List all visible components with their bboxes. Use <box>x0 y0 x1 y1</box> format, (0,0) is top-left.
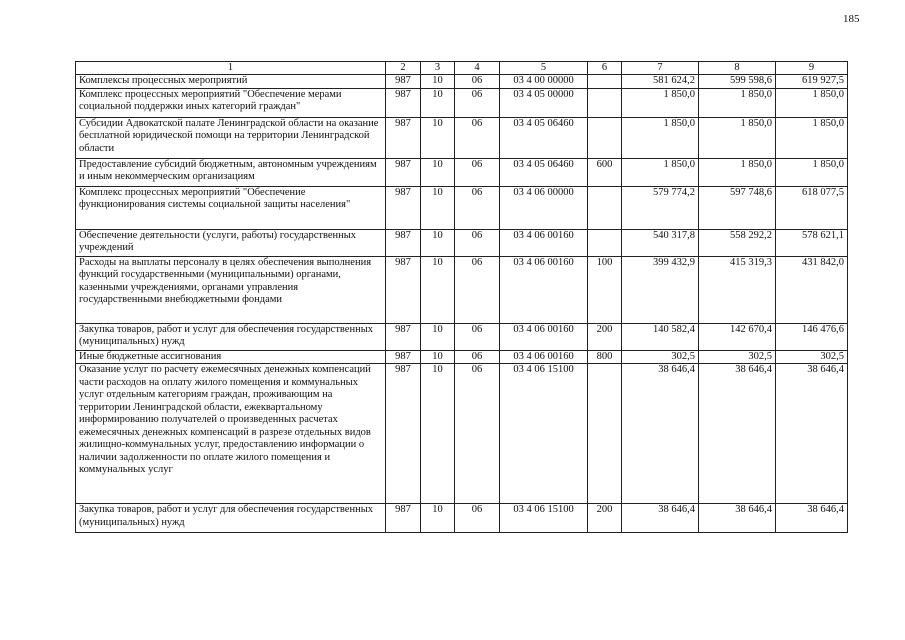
cell-subsection: 06 <box>455 504 500 533</box>
cell-ministry-code: 987 <box>386 504 421 533</box>
cell-target-article: 03 4 05 06460 <box>500 158 588 186</box>
row-name: Расходы на выплаты персоналу в целях обеспечения выполнения функций государственными (муниципальными) органами, казенными учреждениями, органами управления государственными внебюджетными фондами <box>76 256 386 323</box>
table-row <box>76 158 848 186</box>
cell-target-article: 03 4 05 00000 <box>500 88 588 117</box>
cell-target-article: 03 4 05 06460 <box>500 117 588 158</box>
row-name: Субсидии Адвокатской палате Ленинградской области на оказание бесплатной юридической помощи на территории Ленинградской области <box>76 117 386 158</box>
cell-target-article: 03 4 06 00160 <box>500 229 588 256</box>
cell-amount-col7: 302,5 <box>622 350 699 364</box>
cell-ministry-code: 987 <box>386 364 421 504</box>
cell-ministry-code: 987 <box>386 117 421 158</box>
row-name: Комплекс процессных мероприятий "Обеспечение мерами социальной поддержки иных категорий граждан" <box>76 88 386 117</box>
cell-expense-type <box>588 229 622 256</box>
column-header: 1 <box>76 62 386 75</box>
row-name: Закупка товаров, работ и услуг для обеспечения государственных (муниципальных) нужд <box>76 504 386 533</box>
cell-section: 10 <box>421 229 455 256</box>
cell-amount-col8: 1 850,0 <box>699 117 776 158</box>
cell-expense-type: 200 <box>588 504 622 533</box>
cell-amount-col7: 1 850,0 <box>622 158 699 186</box>
cell-amount-col8: 597 748,6 <box>699 186 776 229</box>
row-name: Предоставление субсидий бюджетным, автономным учреждениям и иным некоммерческим организациям <box>76 158 386 186</box>
row-name: Комплексы процессных мероприятий <box>76 75 386 89</box>
cell-amount-col9: 431 842,0 <box>776 256 848 323</box>
cell-expense-type: 800 <box>588 350 622 364</box>
table-row <box>76 323 848 350</box>
cell-subsection: 06 <box>455 88 500 117</box>
row-name: Иные бюджетные ассигнования <box>76 350 386 364</box>
cell-amount-col7: 1 850,0 <box>622 88 699 117</box>
table-row <box>76 117 848 158</box>
cell-target-article: 03 4 06 00160 <box>500 323 588 350</box>
cell-subsection: 06 <box>455 75 500 89</box>
cell-amount-col8: 38 646,4 <box>699 364 776 504</box>
cell-section: 10 <box>421 158 455 186</box>
column-header: 9 <box>776 62 848 75</box>
cell-amount-col8: 142 670,4 <box>699 323 776 350</box>
table-row <box>76 75 848 89</box>
cell-amount-col9: 1 850,0 <box>776 158 848 186</box>
budget-table <box>75 61 848 533</box>
column-header: 2 <box>386 62 421 75</box>
cell-target-article: 03 4 00 00000 <box>500 75 588 89</box>
cell-target-article: 03 4 06 15100 <box>500 504 588 533</box>
cell-section: 10 <box>421 256 455 323</box>
cell-amount-col9: 146 476,6 <box>776 323 848 350</box>
cell-amount-col9: 578 621,1 <box>776 229 848 256</box>
table-row <box>76 504 848 533</box>
cell-subsection: 06 <box>455 229 500 256</box>
row-name: Обеспечение деятельности (услуги, работы) государственных учреждений <box>76 229 386 256</box>
cell-ministry-code: 987 <box>386 158 421 186</box>
cell-expense-type: 600 <box>588 158 622 186</box>
row-name: Комплекс процессных мероприятий "Обеспечение функционирования системы социальной защиты населения" <box>76 186 386 229</box>
cell-section: 10 <box>421 88 455 117</box>
cell-subsection: 06 <box>455 186 500 229</box>
cell-amount-col8: 558 292,2 <box>699 229 776 256</box>
cell-amount-col7: 579 774,2 <box>622 186 699 229</box>
table-row <box>76 350 848 364</box>
cell-expense-type <box>588 75 622 89</box>
cell-amount-col9: 1 850,0 <box>776 117 848 158</box>
cell-ministry-code: 987 <box>386 88 421 117</box>
cell-ministry-code: 987 <box>386 186 421 229</box>
column-header: 8 <box>699 62 776 75</box>
cell-section: 10 <box>421 75 455 89</box>
table-row <box>76 186 848 229</box>
cell-amount-col8: 1 850,0 <box>699 88 776 117</box>
cell-target-article: 03 4 06 00160 <box>500 256 588 323</box>
column-header: 7 <box>622 62 699 75</box>
cell-expense-type <box>588 186 622 229</box>
cell-amount-col7: 540 317,8 <box>622 229 699 256</box>
cell-amount-col8: 1 850,0 <box>699 158 776 186</box>
cell-expense-type <box>588 117 622 158</box>
cell-expense-type <box>588 364 622 504</box>
cell-ministry-code: 987 <box>386 229 421 256</box>
cell-subsection: 06 <box>455 117 500 158</box>
cell-section: 10 <box>421 117 455 158</box>
cell-ministry-code: 987 <box>386 323 421 350</box>
cell-subsection: 06 <box>455 350 500 364</box>
row-name: Оказание услуг по расчету ежемесячных денежных компенсаций части расходов на оплату жилого помещения и коммунальных услуг отдельным категориям граждан, проживающим на территории Ленинградской области, ежеквартальному информированию получателей о произведенных расчетах ежемесячных денежных компенсаций в разрезе отдельных видов жилищно-коммунальных услуг, предоставлению информации о наличии задолженности по оплате жилого помещения и коммунальных услуг <box>76 364 386 504</box>
cell-section: 10 <box>421 364 455 504</box>
cell-expense-type <box>588 88 622 117</box>
cell-target-article: 03 4 06 00000 <box>500 186 588 229</box>
cell-amount-col7: 140 582,4 <box>622 323 699 350</box>
cell-subsection: 06 <box>455 323 500 350</box>
cell-amount-col8: 599 598,6 <box>699 75 776 89</box>
cell-subsection: 06 <box>455 256 500 323</box>
table-row <box>76 256 848 323</box>
page-number: 185 <box>843 13 860 25</box>
cell-amount-col9: 38 646,4 <box>776 364 848 504</box>
header-row <box>76 62 848 75</box>
cell-target-article: 03 4 06 15100 <box>500 364 588 504</box>
table-row <box>76 88 848 117</box>
table-row <box>76 364 848 504</box>
cell-amount-col9: 38 646,4 <box>776 504 848 533</box>
column-header: 4 <box>455 62 500 75</box>
table-row <box>76 229 848 256</box>
cell-amount-col9: 619 927,5 <box>776 75 848 89</box>
column-header: 3 <box>421 62 455 75</box>
cell-amount-col9: 302,5 <box>776 350 848 364</box>
cell-target-article: 03 4 06 00160 <box>500 350 588 364</box>
cell-amount-col8: 415 319,3 <box>699 256 776 323</box>
row-name: Закупка товаров, работ и услуг для обеспечения государственных (муниципальных) нужд <box>76 323 386 350</box>
cell-amount-col7: 399 432,9 <box>622 256 699 323</box>
cell-amount-col9: 1 850,0 <box>776 88 848 117</box>
cell-section: 10 <box>421 350 455 364</box>
cell-expense-type: 200 <box>588 323 622 350</box>
cell-amount-col9: 618 077,5 <box>776 186 848 229</box>
cell-amount-col7: 1 850,0 <box>622 117 699 158</box>
cell-amount-col7: 581 624,2 <box>622 75 699 89</box>
cell-amount-col7: 38 646,4 <box>622 364 699 504</box>
cell-ministry-code: 987 <box>386 256 421 323</box>
cell-subsection: 06 <box>455 364 500 504</box>
cell-section: 10 <box>421 186 455 229</box>
cell-expense-type: 100 <box>588 256 622 323</box>
column-header: 5 <box>500 62 588 75</box>
cell-section: 10 <box>421 504 455 533</box>
cell-amount-col7: 38 646,4 <box>622 504 699 533</box>
cell-amount-col8: 38 646,4 <box>699 504 776 533</box>
cell-amount-col8: 302,5 <box>699 350 776 364</box>
cell-ministry-code: 987 <box>386 75 421 89</box>
cell-subsection: 06 <box>455 158 500 186</box>
cell-section: 10 <box>421 323 455 350</box>
column-header: 6 <box>588 62 622 75</box>
cell-ministry-code: 987 <box>386 350 421 364</box>
